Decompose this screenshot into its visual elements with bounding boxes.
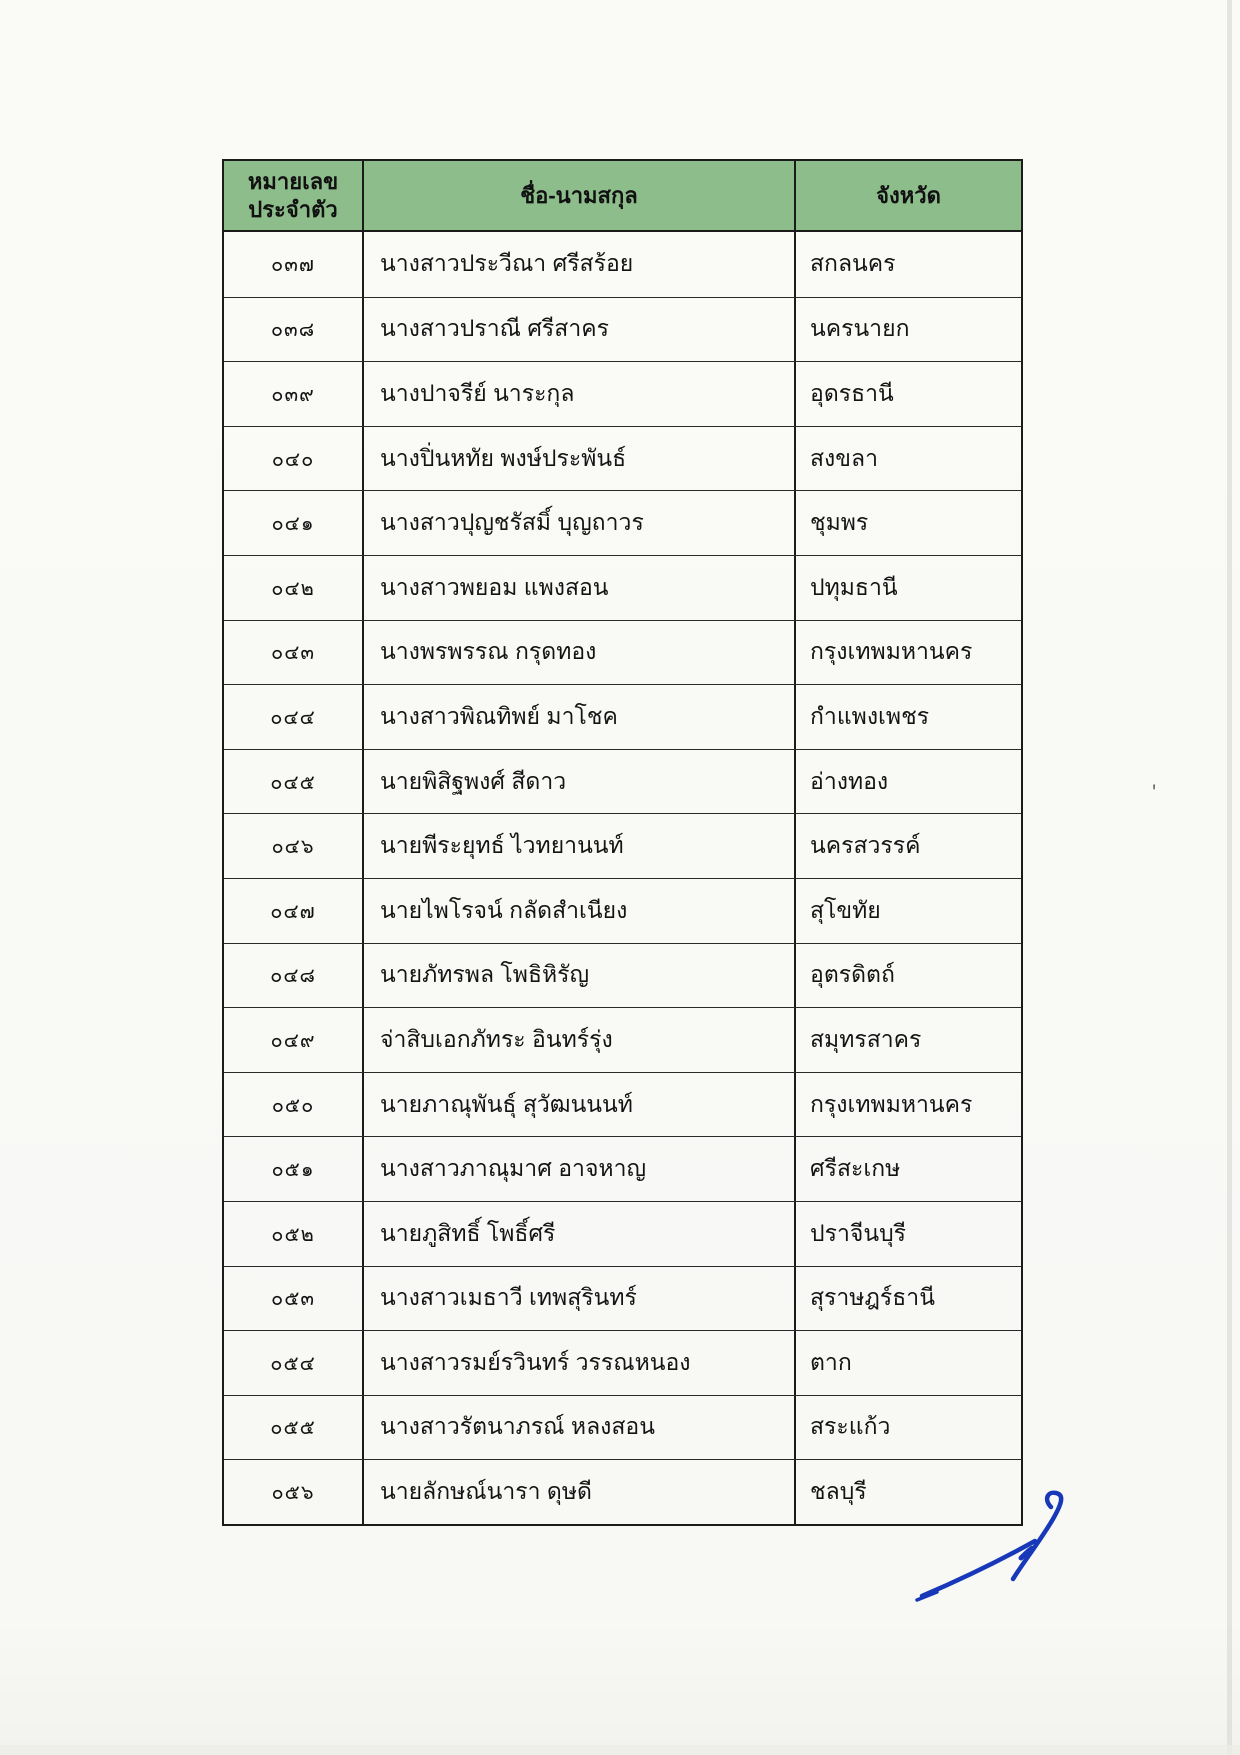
table-row: [224, 426, 1021, 491]
row-name-cell: นางสาวปราณี ศรีสาคร: [362, 298, 794, 362]
row-id-cell: ๐๔๙: [270, 1029, 316, 1052]
table-body: [224, 232, 1021, 1524]
row-name-cell: นางสาวพิณทิพย์ มาโชค: [362, 685, 794, 749]
row-name-cell: นางพรพรรณ กรุดทอง: [362, 621, 794, 685]
row-province-cell: สมุทรสาคร: [794, 1008, 1021, 1072]
row-province-cell: ตาก: [794, 1331, 1021, 1395]
table-row: [224, 297, 1021, 362]
row-province-cell: ปทุมธานี: [794, 556, 1021, 620]
row-province-cell: อุตรดิตถ์: [794, 944, 1021, 1008]
row-id-cell: ๐๔๕: [270, 771, 316, 794]
row-name-cell: นางสาวภาณุมาศ อาจหาญ: [362, 1137, 794, 1201]
table-row: [224, 1266, 1021, 1331]
row-province-cell: อ่างทอง: [794, 750, 1021, 814]
row-id-cell: ๐๔๗: [270, 900, 316, 923]
header-id-line2: ประจำตัว: [248, 196, 338, 222]
table-row: [224, 943, 1021, 1008]
scan-page-edge-right: [1227, 0, 1232, 1755]
row-province-cell: ชลบุรี: [794, 1460, 1021, 1524]
row-name-cell: นายพีระยุทธ์ ไวทยานนท์: [362, 814, 794, 878]
row-id-cell: ๐๔๓: [270, 642, 315, 665]
row-name-cell: นางปาจรีย์ นาระกุล: [362, 362, 794, 426]
header-name-label: ชื่อ-นามสกุล: [520, 182, 638, 208]
row-id-cell: ๐๕๓: [270, 1288, 315, 1311]
row-province-cell: ปราจีนบุรี: [794, 1202, 1021, 1266]
table-row: [224, 620, 1021, 685]
roster-table: [222, 159, 1023, 1526]
row-name-cell: จ่าสิบเอกภัทระ อินทร์รุ่ง: [362, 1008, 794, 1072]
header-cell-province: [794, 161, 1021, 230]
row-id-cell: ๐๔๑: [271, 513, 315, 536]
row-id-cell: ๐๔๒: [271, 577, 315, 600]
table-row: [224, 1007, 1021, 1072]
row-id-cell: ๐๔๔: [270, 706, 316, 729]
row-province-cell: นครสวรรค์: [794, 814, 1021, 878]
row-id-cell: ๐๔๐: [271, 448, 315, 471]
row-id-cell: ๐๔๘: [270, 965, 316, 988]
row-province-cell: สระแก้ว: [794, 1396, 1021, 1460]
row-id-cell: ๐๔๖: [271, 836, 315, 859]
row-name-cell: นายพิสิฐพงศ์ สีดาว: [362, 750, 794, 814]
row-province-cell: สุโขทัย: [794, 879, 1021, 943]
row-name-cell: นางสาวประวีณา ศรีสร้อย: [362, 232, 794, 297]
table-row: [224, 232, 1021, 297]
row-province-cell: นครนายก: [794, 298, 1021, 362]
row-id-cell: ๐๓๗: [271, 254, 315, 277]
row-id-cell: ๐๕๔: [270, 1352, 316, 1375]
row-name-cell: นางสาวรมย์รวินทร์ วรรณหนอง: [362, 1331, 794, 1395]
table-row: [224, 813, 1021, 878]
row-province-cell: อุดรธานี: [794, 362, 1021, 426]
row-id-cell: ๐๓๘: [270, 319, 316, 342]
row-name-cell: นางสาวพยอม แพงสอน: [362, 556, 794, 620]
row-name-cell: นายภาณุพันธุ์ สุวัฒนนนท์: [362, 1073, 794, 1137]
row-id-cell: ๐๓๙: [271, 383, 315, 406]
row-id-cell: ๐๕๕: [270, 1417, 316, 1440]
row-province-cell: กรุงเทพมหานคร: [794, 1073, 1021, 1137]
header-cell-name: [362, 161, 794, 230]
row-id-cell: ๐๕๑: [271, 1159, 315, 1182]
header-cell-id-number: [224, 161, 362, 230]
table-row: [224, 361, 1021, 426]
row-province-cell: ศรีสะเกษ: [794, 1137, 1021, 1201]
row-name-cell: นายภัทรพล โพธิหิรัญ: [362, 944, 794, 1008]
row-province-cell: สกลนคร: [794, 232, 1021, 297]
header-province-label: จังหวัด: [876, 182, 941, 208]
row-province-cell: สุราษฎร์ธานี: [794, 1267, 1021, 1331]
row-id-cell: ๐๕๐: [271, 1094, 315, 1117]
table-header-row: [224, 161, 1021, 232]
table-row: [224, 555, 1021, 620]
table-row: [224, 878, 1021, 943]
row-province-cell: กรุงเทพมหานคร: [794, 621, 1021, 685]
row-name-cell: นายลักษณ์นารา ดุษดี: [362, 1460, 794, 1524]
table-row: [224, 684, 1021, 749]
table-row: [224, 1072, 1021, 1137]
table-row: [224, 1136, 1021, 1201]
row-name-cell: นางปิ่นหทัย พงษ์ประพันธ์: [362, 427, 794, 491]
header-id-line1: หมายเลข: [247, 169, 339, 194]
table-row: [224, 1395, 1021, 1460]
row-name-cell: นางสาวรัตนาภรณ์ หลงสอน: [362, 1396, 794, 1460]
row-province-cell: สงขลา: [794, 427, 1021, 491]
table-row: [224, 1201, 1021, 1266]
row-id-cell: ๐๕๖: [271, 1482, 315, 1505]
row-name-cell: นางสาวปุญชรัสมิ์ บุญถาวร: [362, 491, 794, 555]
row-name-cell: นายภูสิทธิ์ โพธิ์ศรี: [362, 1202, 794, 1266]
row-province-cell: ชุมพร: [794, 491, 1021, 555]
row-name-cell: นางสาวเมธาวี เทพสุรินทร์: [362, 1267, 794, 1331]
row-id-cell: ๐๕๒: [271, 1223, 315, 1246]
scan-page-edge-bottom: [0, 1745, 1240, 1755]
scan-artifact-speck: ': [1152, 780, 1157, 805]
signature-flourish-stroke: [1013, 1493, 1061, 1579]
table-row: [224, 1330, 1021, 1395]
table-row: [224, 490, 1021, 555]
blue-ink-signature: [895, 1486, 1090, 1614]
row-name-cell: นายไพโรจน์ กลัดสำเนียง: [362, 879, 794, 943]
row-province-cell: กำแพงเพชร: [794, 685, 1021, 749]
table-row: [224, 749, 1021, 814]
